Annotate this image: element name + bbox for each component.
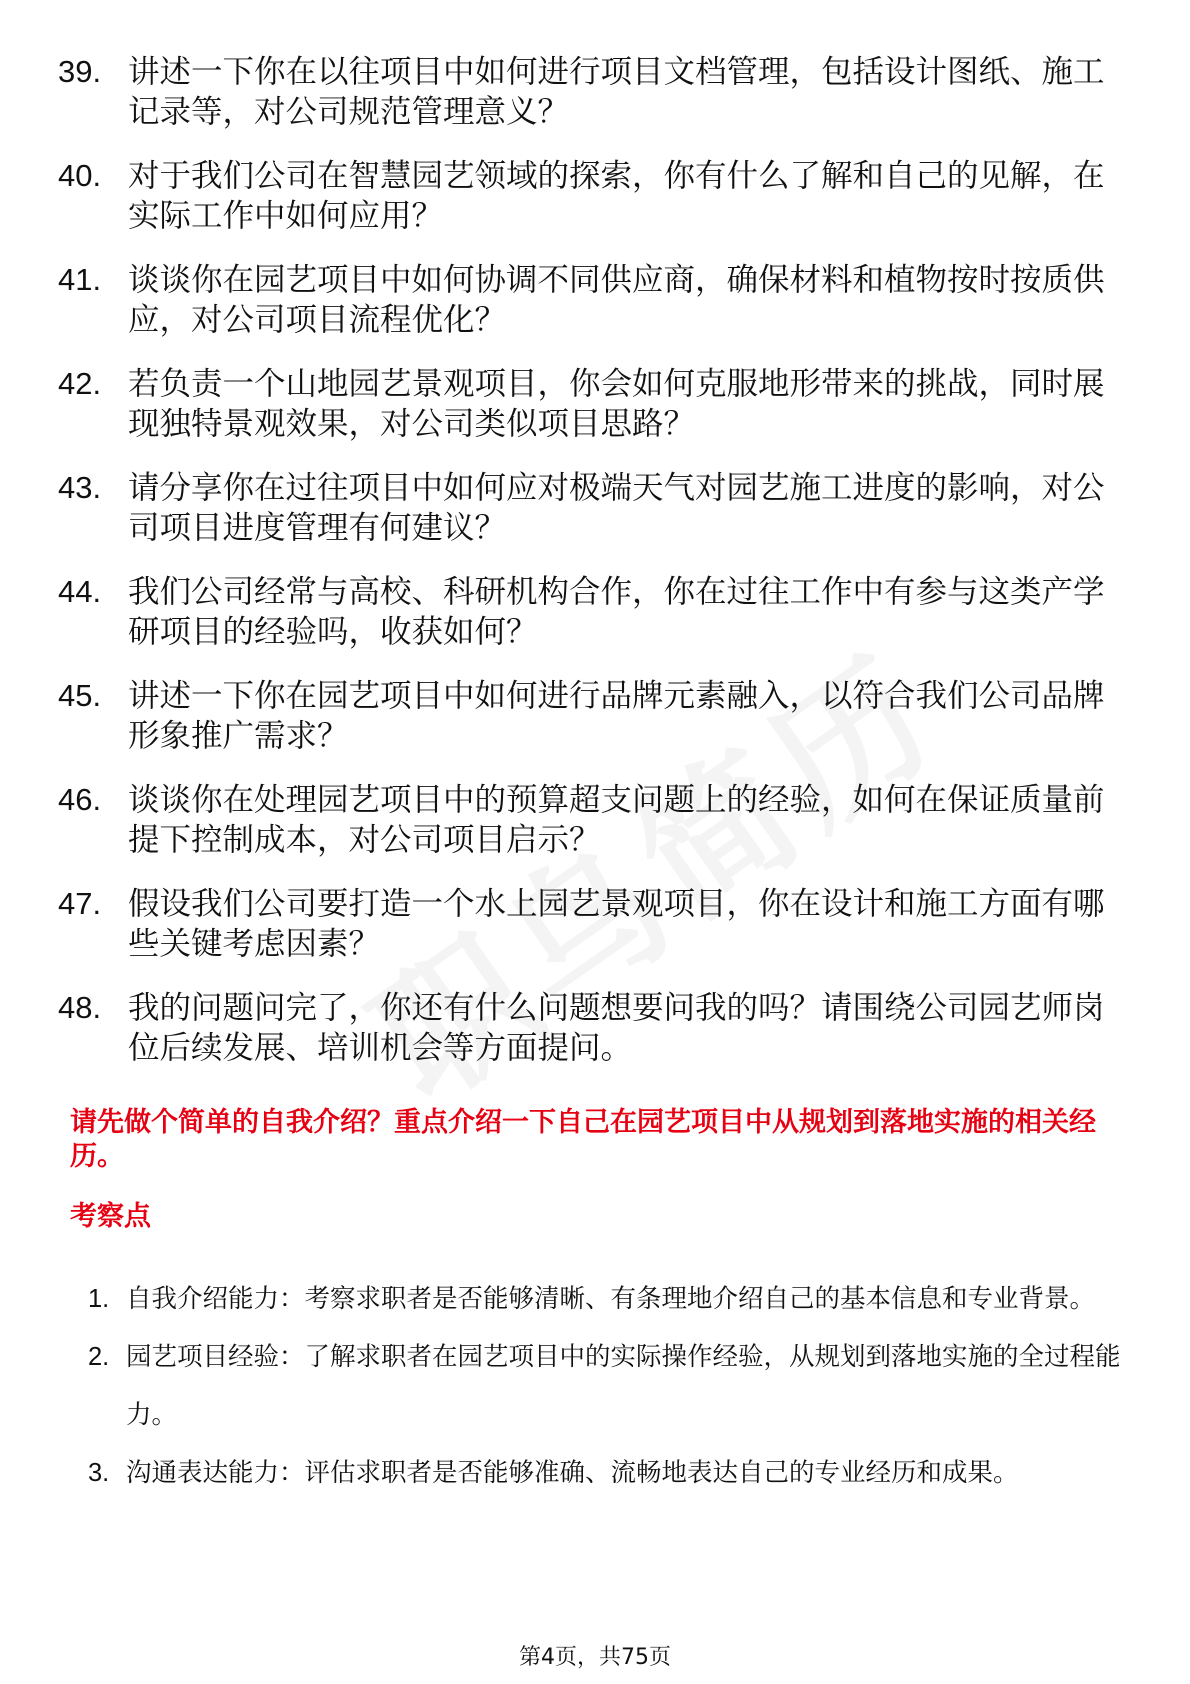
question-text: 若负责一个山地园艺景观项目，你会如何克服地形带来的挑战，同时展现独特景观效果，对公司类似项目思路？	[128, 366, 1105, 442]
question-item	[58, 364, 1130, 444]
question-list	[58, 52, 1130, 1092]
question-number: 46.	[58, 782, 102, 817]
question-text: 讲述一下你在以往项目中如何进行项目文档管理，包括设计图纸、施工记录等，对公司规范管理意义？	[128, 54, 1105, 130]
assessment-point	[88, 1328, 1128, 1444]
question-item	[58, 52, 1130, 132]
page-footer: 第4页，共75页	[519, 1645, 671, 1670]
assessment-points-list	[88, 1270, 1128, 1502]
question-item	[58, 468, 1130, 548]
question-number: 44.	[58, 574, 102, 609]
question-text: 讲述一下你在园艺项目中如何进行品牌元素融入，以符合我们公司品牌形象推广需求？	[128, 678, 1105, 754]
question-number: 40.	[58, 158, 102, 193]
question-number: 48.	[58, 990, 102, 1025]
question-text: 请分享你在过往项目中如何应对极端天气对园艺施工进度的影响，对公司项目进度管理有何建议？	[128, 470, 1105, 546]
question-number: 39.	[58, 54, 102, 89]
question-text: 我的问题问完了，你还有什么问题想要问我的吗？请围绕公司园艺师岗位后续发展、培训机会等方面提问。	[128, 990, 1105, 1066]
question-item	[58, 676, 1130, 756]
question-item	[58, 156, 1130, 236]
point-text: 沟通表达能力：评估求职者是否能够准确、流畅地表达自己的专业经历和成果。	[126, 1458, 1019, 1488]
question-item	[58, 988, 1130, 1068]
question-text: 假设我们公司要打造一个水上园艺景观项目，你在设计和施工方面有哪些关键考虑因素？	[128, 886, 1105, 962]
assessment-point	[88, 1270, 1128, 1328]
question-number: 42.	[58, 366, 102, 401]
point-number: 2.	[88, 1343, 110, 1371]
point-text: 园艺项目经验：了解求职者在园艺项目中的实际操作经验，从规划到落地实施的全过程能力。	[126, 1342, 1121, 1430]
question-text: 我们公司经常与高校、科研机构合作，你在过往工作中有参与这类产学研项目的经验吗，收获如何？	[128, 574, 1105, 650]
highlight-question: 请先做个简单的自我介绍？重点介绍一下自己在园艺项目中从规划到落地实施的相关经历。	[70, 1107, 1096, 1172]
question-item	[58, 260, 1130, 340]
question-number: 41.	[58, 262, 102, 297]
assessment-point	[88, 1444, 1128, 1502]
question-text: 谈谈你在处理园艺项目中的预算超支问题上的经验，如何在保证质量前提下控制成本，对公司项目启示？	[128, 782, 1105, 858]
question-number: 47.	[58, 886, 102, 921]
question-item	[58, 572, 1130, 652]
question-text: 对于我们公司在智慧园艺领域的探索，你有什么了解和自己的见解，在实际工作中如何应用？	[128, 158, 1105, 234]
point-number: 3.	[88, 1459, 110, 1487]
question-number: 45.	[58, 678, 102, 713]
section-label: 考察点	[70, 1201, 151, 1232]
question-number: 43.	[58, 470, 102, 505]
point-number: 1.	[88, 1285, 110, 1313]
question-item	[58, 884, 1130, 964]
question-text: 谈谈你在园艺项目中如何协调不同供应商，确保材料和植物按时按质供应，对公司项目流程优化？	[128, 262, 1105, 338]
question-item	[58, 780, 1130, 860]
point-text: 自我介绍能力：考察求职者是否能够清晰、有条理地介绍自己的基本信息和专业背景。	[126, 1284, 1096, 1314]
